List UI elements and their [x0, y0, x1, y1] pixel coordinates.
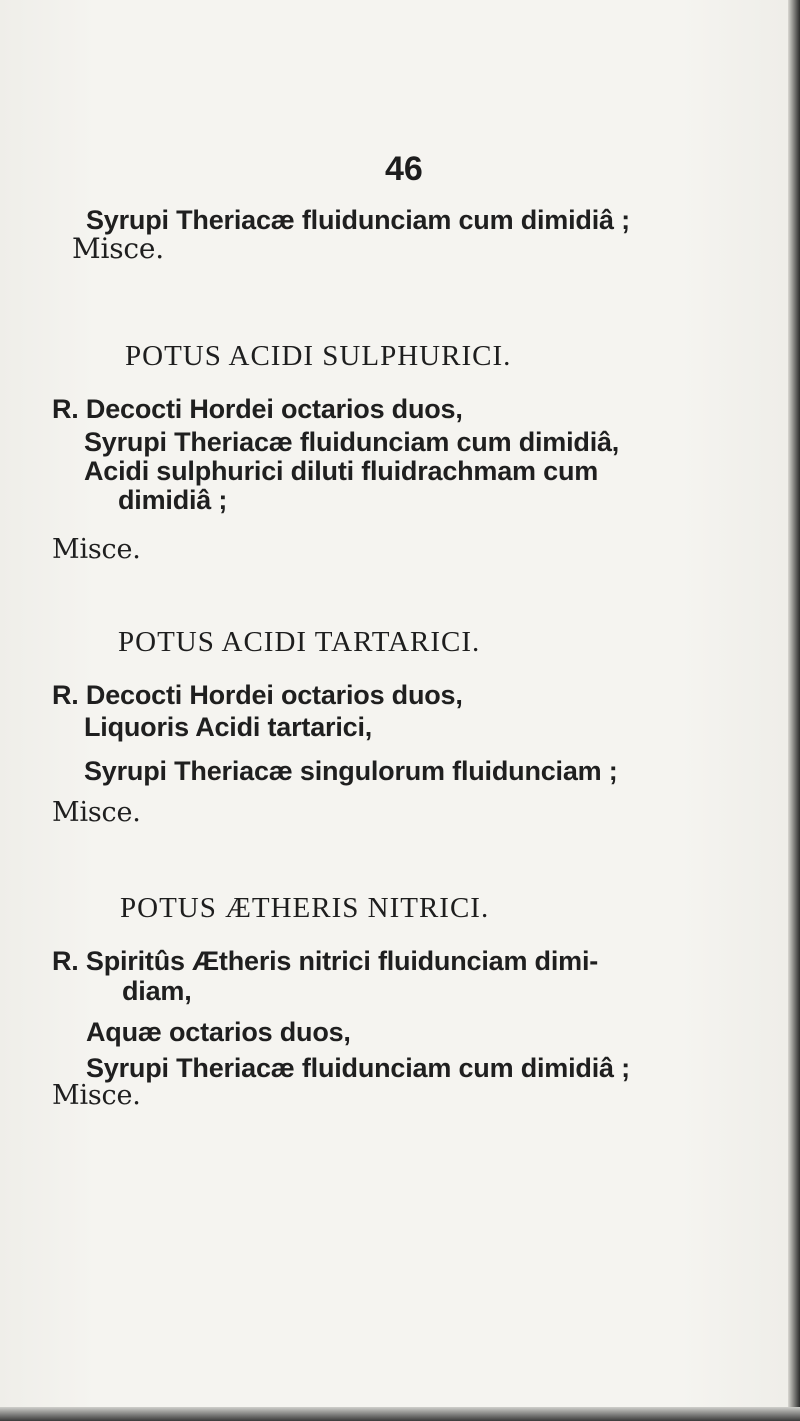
- section-title-sulphurici: POTUS ACIDI SULPHURICI.: [125, 340, 512, 372]
- section-line: dimidiâ ;: [118, 485, 228, 515]
- page-bottom-edge: [0, 1407, 800, 1421]
- top-misce: Misce.: [72, 232, 164, 265]
- section-line: Aquæ octarios duos,: [86, 1017, 351, 1047]
- section-line: Syrupi Theriacæ fluidunciam cum dimidiâ,: [84, 427, 620, 457]
- section-line: Liquoris Acidi tartarici,: [84, 712, 373, 742]
- page-number: 46: [385, 150, 423, 188]
- section-line: R. Decocti Hordei octarios duos,: [52, 680, 463, 710]
- section-line: R. Spiritûs Ætheris nitrici fluidunciam dimi-: [52, 946, 599, 976]
- section-misce: Misce.: [52, 1080, 141, 1111]
- section-misce: Misce.: [52, 534, 141, 565]
- page-edge-shadow: [788, 0, 800, 1421]
- section-line: R. Decocti Hordei octarios duos,: [52, 394, 463, 424]
- section-misce: Misce.: [52, 797, 141, 828]
- section-line: Acidi sulphurici diluti fluidrachmam cum: [84, 456, 599, 486]
- top-ingredient-line: Syrupi Theriacæ fluidunciam cum dimidiâ ;: [86, 205, 630, 235]
- section-line: diam,: [122, 976, 192, 1006]
- section-line: Syrupi Theriacæ singulorum fluidunciam ;: [84, 756, 618, 786]
- section-line: Syrupi Theriacæ fluidunciam cum dimidiâ ;: [86, 1053, 630, 1083]
- section-title-tartarici: POTUS ACIDI TARTARICI.: [118, 626, 481, 658]
- section-title-nitrici: POTUS ÆTHERIS NITRICI.: [120, 892, 490, 924]
